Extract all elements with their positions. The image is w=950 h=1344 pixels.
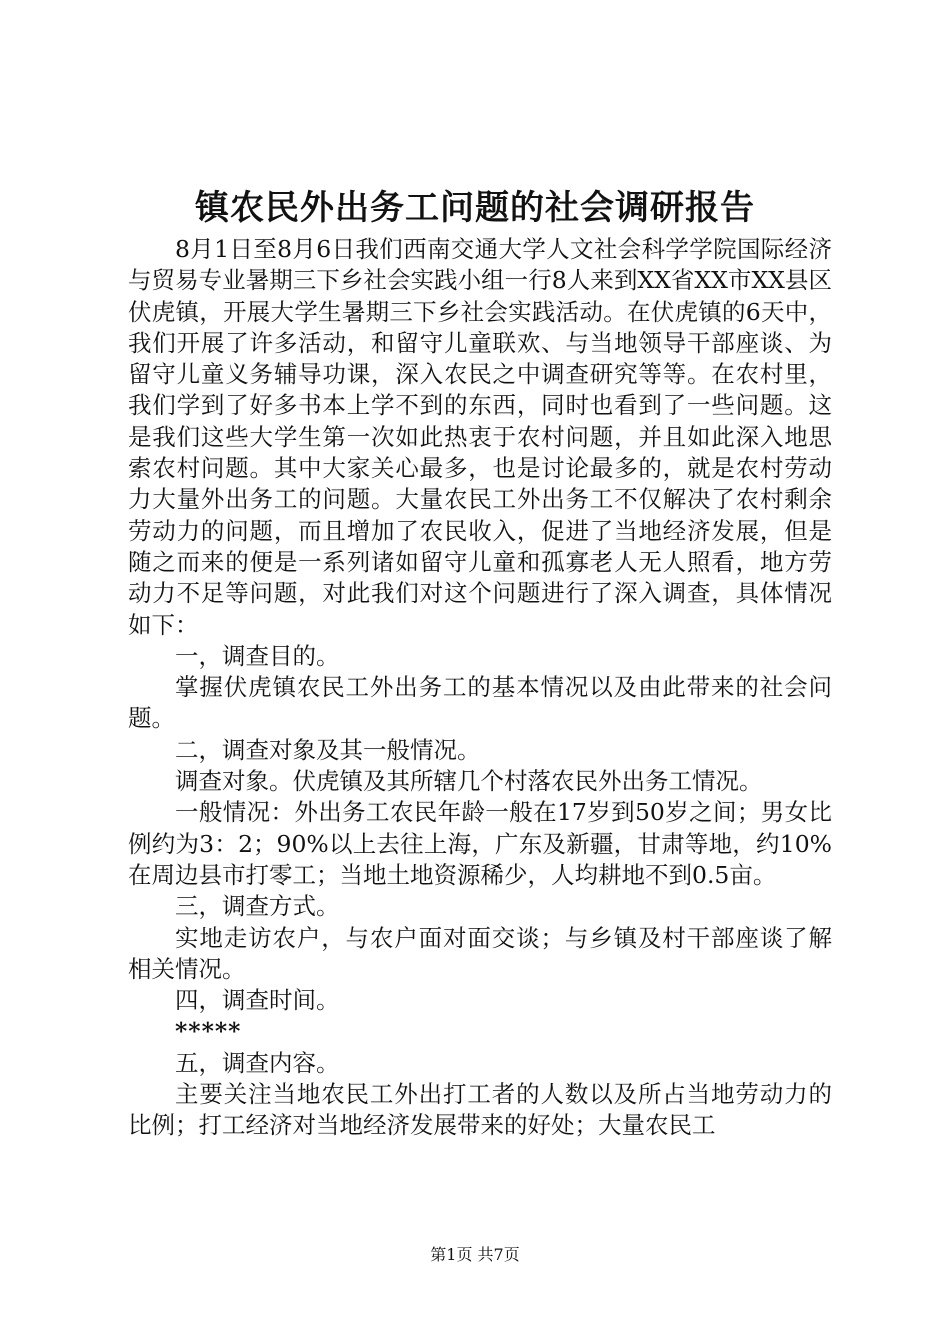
page-footer: 第1页 共7页 <box>430 1245 520 1264</box>
document-title: 镇农民外出务工问题的社会调研报告 <box>195 188 755 228</box>
section-heading-content: 五，调查内容。 <box>175 1048 340 1077</box>
section-heading-method: 三，调查方式。 <box>175 892 340 921</box>
content-paragraph: 主要关注当地农民工外出打工者的人数以及所占当地劳动力的比例；打工经济对当地经济发展带来的好处；大量农民工 <box>128 1080 832 1140</box>
section-heading-time: 四，调查时间。 <box>175 986 340 1015</box>
section-heading-subjects: 二，调查对象及其一般情况。 <box>175 735 481 764</box>
purpose-paragraph: 掌握伏虎镇农民工外出务工的基本情况以及由此带来的社会问题。 <box>128 673 832 733</box>
method-paragraph: 实地走访农户，与农户面对面交谈；与乡镇及村干部座谈了解相关情况。 <box>128 923 832 983</box>
general-situation-paragraph: 一般情况：外出务工农民年龄一般在17岁到50岁之间；男女比例约为3：2；90%以上去往上海，广东及新疆，甘肃等地，约10%在周边县市打零工；当地土地资源稀少，人均耕地不到0.5亩。 <box>128 798 832 889</box>
intro-paragraph: 8月1日至8月6日我们西南交通大学人文社会科学学院国际经济与贸易专业暑期三下乡社会实践小组一行8人来到XX省XX市XX县区伏虎镇，开展大学生暑期三下乡社会实践活动。在伏虎镇的6天中，我们开展了许多活动，和留守儿童联欢、与当地领导干部座谈、为留守儿童义务辅导功课，深入农民之中调查研究等等。在农村里，我们学到了好多书本上学不到的东西，同时也看到了一些问题。这是我们这些大学生第一次如此热衷于农村问题，并且如此深入地思索农村问题。其中大家关心最多，也是讨论最多的，就是农村劳动力大量外出务工的问题。大量农民工外出务工不仅解决了农村剩余劳动力的问题，而且增加了农民收入，促进了当地经济发展，但是随之而来的便是一系列诸如留守儿童和孤寡老人无人照看，地方劳动力不足等问题，对此我们对这个问题进行了深入调查，具体情况如下： <box>128 235 832 639</box>
subjects-paragraph: 调查对象。伏虎镇及其所辖几个村落农民外出务工情况。 <box>175 767 763 796</box>
time-redacted: ***** <box>175 1017 242 1046</box>
document-body <box>128 234 832 1142</box>
section-heading-purpose: 一，调查目的。 <box>175 641 340 670</box>
